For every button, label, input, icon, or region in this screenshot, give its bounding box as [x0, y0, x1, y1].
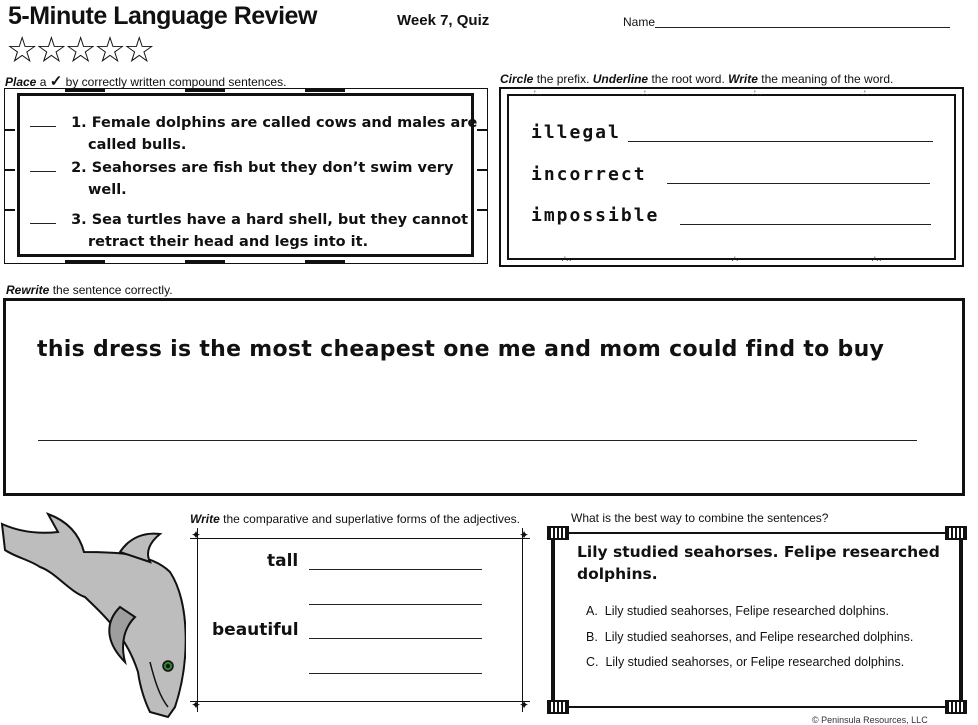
prefix-frame: ·'·· ·'· ·'·· ·'· ·'·· ·'· ·'··: [499, 87, 964, 267]
adjectives-frame: ✦ ✦ ✦ ✦: [191, 528, 529, 712]
compound-item-3: 3. Sea turtles have a hard shell, but they cannot retract their head and legs into it.: [30, 209, 468, 253]
page-title: 5-Minute Language Review: [8, 2, 317, 30]
name-label: Name: [623, 15, 656, 29]
combine-option-a[interactable]: A. Lily studied seahorses, Felipe researched dolphins.: [586, 604, 889, 618]
prefix-blank-2[interactable]: [667, 183, 930, 184]
check-blank-1[interactable]: [30, 126, 56, 127]
combine-option-b[interactable]: B. Lily studied seahorses, and Felipe researched dolphins.: [586, 630, 914, 644]
dolphin-illustration: [0, 512, 186, 722]
check-icon: ✓: [49, 73, 63, 90]
compound-item-1: 1. Female dolphins are called cows and males are called bulls.: [30, 112, 477, 156]
prefix-word-3[interactable]: impossible: [531, 205, 660, 226]
combine-option-c[interactable]: C. Lily studied seahorses, or Felipe researched dolphins.: [586, 655, 905, 669]
rewrite-box: [3, 298, 965, 496]
adjective-word-2: beautiful: [212, 620, 299, 640]
adjectives-instructions: Write the comparative and superlative forms of the adjectives.: [190, 512, 520, 526]
check-blank-2[interactable]: [30, 171, 56, 172]
rewrite-sentence: this dress is the most cheapest one me and mom could find to buy: [37, 337, 885, 362]
rewrite-answer-line[interactable]: [38, 440, 917, 441]
comparative-blank-2[interactable]: [309, 638, 482, 639]
combine-question: What is the best way to combine the sentences?: [571, 511, 829, 525]
name-field[interactable]: [655, 27, 950, 28]
comparative-blank-1[interactable]: [309, 569, 482, 570]
prefix-blank-3[interactable]: [680, 224, 931, 225]
superlative-blank-2[interactable]: [309, 673, 482, 674]
week-label: Week 7, Quiz: [397, 12, 490, 29]
prefix-word-1[interactable]: illegal: [531, 122, 621, 143]
check-blank-3[interactable]: [30, 223, 56, 224]
rewrite-instructions: Rewrite the sentence correctly.: [6, 283, 173, 297]
compound-item-2: 2. Seahorses are fish but they don’t swim very well.: [30, 157, 453, 201]
rating-stars[interactable]: ☆☆☆☆☆: [6, 29, 153, 70]
prefix-instructions: Circle the prefix. Underline the root word. Write the meaning of the word.: [500, 72, 894, 86]
compound-instructions: Place a ✓ by correctly written compound sentences.: [5, 73, 287, 90]
prefix-blank-1[interactable]: [628, 141, 933, 142]
prefix-word-2[interactable]: incorrect: [531, 164, 647, 185]
combine-prompt: Lily studied seahorses. Felipe researched dolphins.: [577, 543, 940, 583]
superlative-blank-1[interactable]: [309, 604, 482, 605]
adjective-word-1: tall: [267, 551, 299, 571]
copyright: © Peninsula Resources, LLC: [812, 715, 928, 725]
